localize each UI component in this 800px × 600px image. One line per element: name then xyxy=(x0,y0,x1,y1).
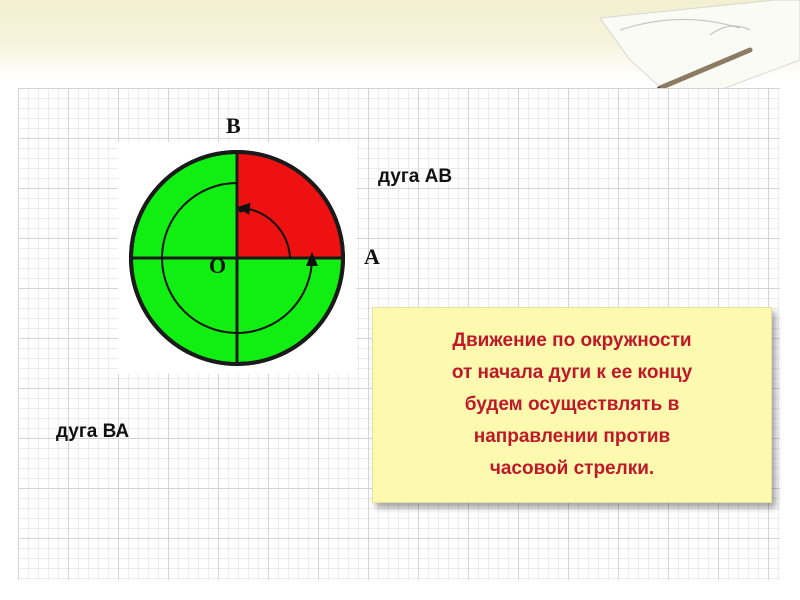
point-b-label: B xyxy=(226,113,241,138)
arc-ba-label: дуга ВА xyxy=(56,421,130,442)
point-b-dot xyxy=(239,208,244,213)
point-a-label: A xyxy=(364,244,380,269)
note-text: Движение по окружности от начала дуги к ее концу будем осуществлять в направлении против часовой стрелки. xyxy=(451,330,693,479)
note-box xyxy=(372,307,772,503)
point-a-dot xyxy=(312,261,317,266)
center-o-label: O xyxy=(209,253,227,278)
arc-ab-label: дуга АВ xyxy=(378,166,453,187)
